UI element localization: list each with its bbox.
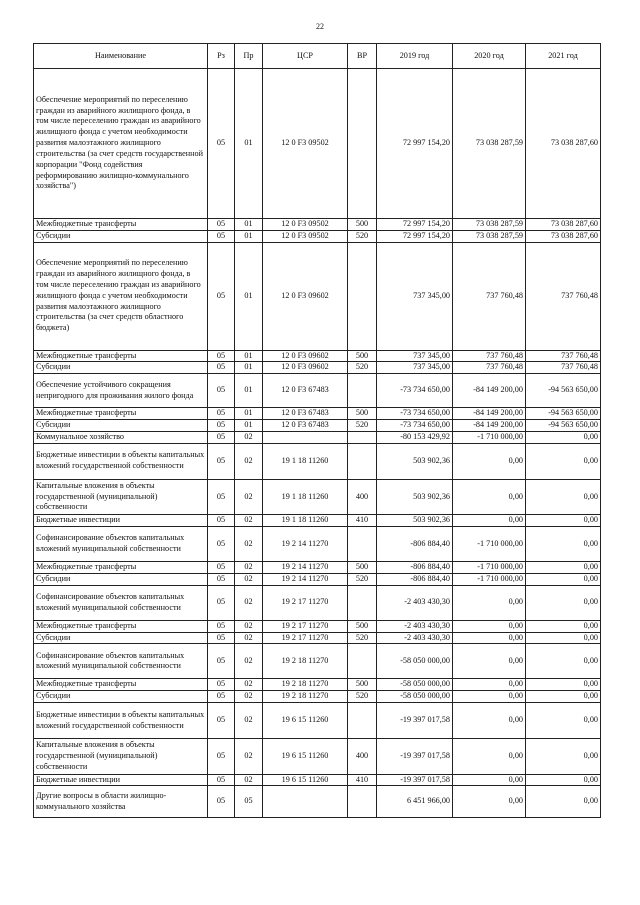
row-value-2020: -84 149 200,00: [453, 374, 526, 408]
row-rz: 05: [208, 679, 235, 691]
row-value-2019: -73 734 650,00: [377, 374, 453, 408]
row-value-2020: 737 760,48: [453, 350, 526, 362]
row-value-2020: 737 760,48: [453, 242, 526, 350]
row-csr: 12 0 F3 09602: [263, 350, 348, 362]
row-pr: 02: [235, 431, 263, 443]
row-name: Межбюджетные трансферты: [34, 408, 208, 420]
row-value-2021: 0,00: [526, 703, 601, 739]
table-row: [34, 420, 601, 432]
row-pr: 02: [235, 479, 263, 514]
row-rz: 05: [208, 620, 235, 632]
column-header-name: Наименование: [34, 44, 208, 69]
row-vr: [348, 527, 377, 562]
table-body: [34, 69, 601, 818]
row-csr: 12 0 F3 67483: [263, 420, 348, 432]
row-csr: 19 1 18 11260: [263, 443, 348, 479]
row-name: Субсидии: [34, 691, 208, 703]
table-row: [34, 786, 601, 818]
row-vr: 500: [348, 408, 377, 420]
column-header-2021: 2021 год: [526, 44, 601, 69]
table-row: [34, 562, 601, 574]
row-vr: 520: [348, 230, 377, 242]
row-value-2020: 0,00: [453, 644, 526, 679]
row-value-2019: -73 734 650,00: [377, 408, 453, 420]
row-vr: 520: [348, 362, 377, 374]
row-value-2021: 0,00: [526, 620, 601, 632]
table-row: [34, 350, 601, 362]
row-value-2020: 0,00: [453, 739, 526, 774]
row-vr: 410: [348, 774, 377, 786]
row-csr: 12 0 F3 09502: [263, 69, 348, 219]
table-row: [34, 431, 601, 443]
column-header-vr: ВР: [348, 44, 377, 69]
table-row: [34, 219, 601, 231]
row-name: Софинансирование объектов капитальных вложений муниципальной собственности: [34, 527, 208, 562]
row-value-2020: -1 710 000,00: [453, 562, 526, 574]
table-row: [34, 515, 601, 527]
row-rz: 05: [208, 644, 235, 679]
row-rz: 05: [208, 739, 235, 774]
row-value-2021: 73 038 287,60: [526, 219, 601, 231]
row-value-2021: 737 760,48: [526, 242, 601, 350]
row-value-2020: 0,00: [453, 703, 526, 739]
table-row: [34, 479, 601, 514]
row-pr: 05: [235, 786, 263, 818]
row-name: Обеспечение мероприятий по переселению граждан из аварийного жилищного фонда, в том числе переселению граждан из аварийного жилищного фонда с учетом необходимости развития малоэтажного жилищного строительства (за счет средств областного бюджета): [34, 242, 208, 350]
row-rz: 05: [208, 632, 235, 644]
row-value-2021: 737 760,48: [526, 362, 601, 374]
row-value-2019: -19 397 017,58: [377, 739, 453, 774]
row-vr: [348, 703, 377, 739]
row-value-2020: -1 710 000,00: [453, 431, 526, 443]
row-pr: 01: [235, 362, 263, 374]
row-rz: 05: [208, 691, 235, 703]
row-value-2021: 737 760,48: [526, 350, 601, 362]
row-vr: 520: [348, 632, 377, 644]
column-header-pr: Пр: [235, 44, 263, 69]
row-value-2021: 0,00: [526, 479, 601, 514]
row-value-2021: 0,00: [526, 786, 601, 818]
row-name: Субсидии: [34, 230, 208, 242]
row-value-2021: 0,00: [526, 573, 601, 585]
row-csr: 19 2 17 11270: [263, 585, 348, 620]
row-name: Софинансирование объектов капитальных вложений муниципальной собственности: [34, 585, 208, 620]
page-number: 22: [316, 22, 324, 31]
row-pr: 02: [235, 691, 263, 703]
row-value-2020: 0,00: [453, 585, 526, 620]
row-rz: 05: [208, 562, 235, 574]
row-csr: 19 6 15 11260: [263, 774, 348, 786]
row-csr: 12 0 F3 67483: [263, 374, 348, 408]
row-value-2020: -84 149 200,00: [453, 420, 526, 432]
row-value-2019: 503 902,36: [377, 443, 453, 479]
column-header-2019: 2019 год: [377, 44, 453, 69]
row-value-2021: 0,00: [526, 679, 601, 691]
row-value-2020: 73 038 287,59: [453, 69, 526, 219]
table-header-row: [34, 44, 601, 69]
row-value-2019: -2 403 430,30: [377, 585, 453, 620]
row-value-2019: 737 345,00: [377, 350, 453, 362]
row-vr: 520: [348, 691, 377, 703]
row-csr: 19 1 18 11260: [263, 479, 348, 514]
row-vr: 400: [348, 479, 377, 514]
row-value-2020: 737 760,48: [453, 362, 526, 374]
table-row: [34, 739, 601, 774]
row-vr: 410: [348, 515, 377, 527]
row-pr: 01: [235, 242, 263, 350]
row-pr: 01: [235, 230, 263, 242]
row-name: Бюджетные инвестиции в объекты капитальных вложений государственной собственности: [34, 443, 208, 479]
row-pr: 02: [235, 527, 263, 562]
row-value-2020: 0,00: [453, 774, 526, 786]
row-value-2020: 0,00: [453, 443, 526, 479]
row-csr: 19 2 17 11270: [263, 632, 348, 644]
row-pr: 02: [235, 620, 263, 632]
table-row: [34, 703, 601, 739]
table-row: [34, 362, 601, 374]
table-row: [34, 644, 601, 679]
row-rz: 05: [208, 242, 235, 350]
row-vr: [348, 69, 377, 219]
row-value-2021: 73 038 287,60: [526, 69, 601, 219]
row-csr: 19 6 15 11260: [263, 739, 348, 774]
budget-table: [33, 43, 601, 818]
row-value-2019: 737 345,00: [377, 362, 453, 374]
row-value-2021: 0,00: [526, 644, 601, 679]
row-rz: 05: [208, 350, 235, 362]
column-header-2020: 2020 год: [453, 44, 526, 69]
column-header-rz: Рз: [208, 44, 235, 69]
row-name: Капитальные вложения в объекты государственной (муниципальной) собственности: [34, 479, 208, 514]
row-value-2019: -58 050 000,00: [377, 679, 453, 691]
row-value-2021: 0,00: [526, 585, 601, 620]
row-csr: 12 0 F3 09602: [263, 242, 348, 350]
row-rz: 05: [208, 362, 235, 374]
row-name: Бюджетные инвестиции в объекты капитальных вложений государственной собственности: [34, 703, 208, 739]
row-value-2020: 0,00: [453, 479, 526, 514]
row-value-2019: -19 397 017,58: [377, 774, 453, 786]
row-csr: [263, 431, 348, 443]
row-name: Обеспечение устойчивого сокращения непригодного для проживания жилого фонда: [34, 374, 208, 408]
row-name: Субсидии: [34, 362, 208, 374]
row-value-2019: 503 902,36: [377, 515, 453, 527]
row-value-2020: 0,00: [453, 620, 526, 632]
row-name: Бюджетные инвестиции: [34, 774, 208, 786]
table-row: [34, 443, 601, 479]
row-value-2019: -58 050 000,00: [377, 691, 453, 703]
row-vr: 520: [348, 420, 377, 432]
row-pr: 02: [235, 703, 263, 739]
row-value-2019: -58 050 000,00: [377, 644, 453, 679]
row-rz: 05: [208, 479, 235, 514]
row-rz: 05: [208, 774, 235, 786]
row-csr: 19 6 15 11260: [263, 703, 348, 739]
row-value-2021: 0,00: [526, 774, 601, 786]
row-vr: [348, 443, 377, 479]
table-row: [34, 69, 601, 219]
row-pr: 02: [235, 585, 263, 620]
table-row: [34, 632, 601, 644]
row-rz: 05: [208, 515, 235, 527]
row-value-2019: 737 345,00: [377, 242, 453, 350]
row-value-2020: -84 149 200,00: [453, 408, 526, 420]
row-rz: 05: [208, 527, 235, 562]
row-rz: 05: [208, 431, 235, 443]
row-vr: 500: [348, 562, 377, 574]
row-value-2019: -806 884,40: [377, 527, 453, 562]
row-value-2019: -73 734 650,00: [377, 420, 453, 432]
table-row: [34, 573, 601, 585]
row-pr: 02: [235, 739, 263, 774]
row-value-2019: -80 153 429,92: [377, 431, 453, 443]
row-csr: 19 2 14 11270: [263, 573, 348, 585]
row-vr: 520: [348, 573, 377, 585]
row-value-2020: 73 038 287,59: [453, 219, 526, 231]
table-row: [34, 585, 601, 620]
row-value-2021: 73 038 287,60: [526, 230, 601, 242]
row-name: Субсидии: [34, 420, 208, 432]
row-pr: 02: [235, 443, 263, 479]
row-value-2021: -94 563 650,00: [526, 420, 601, 432]
row-value-2021: 0,00: [526, 562, 601, 574]
row-vr: [348, 644, 377, 679]
row-csr: 12 0 F3 67483: [263, 408, 348, 420]
row-vr: [348, 374, 377, 408]
row-vr: 500: [348, 620, 377, 632]
table-row: [34, 408, 601, 420]
row-value-2021: 0,00: [526, 443, 601, 479]
row-vr: 400: [348, 739, 377, 774]
row-csr: [263, 786, 348, 818]
row-csr: 19 2 14 11270: [263, 527, 348, 562]
row-value-2019: -2 403 430,30: [377, 632, 453, 644]
row-csr: 19 2 14 11270: [263, 562, 348, 574]
table-row: [34, 774, 601, 786]
row-pr: 02: [235, 562, 263, 574]
row-rz: 05: [208, 69, 235, 219]
row-value-2020: 0,00: [453, 679, 526, 691]
row-value-2021: -94 563 650,00: [526, 374, 601, 408]
row-pr: 01: [235, 219, 263, 231]
row-vr: 500: [348, 679, 377, 691]
row-rz: 05: [208, 443, 235, 479]
row-value-2020: -1 710 000,00: [453, 573, 526, 585]
row-value-2020: -1 710 000,00: [453, 527, 526, 562]
row-pr: 01: [235, 408, 263, 420]
row-csr: 12 0 F3 09502: [263, 219, 348, 231]
row-name: Другие вопросы в области жилищно-коммунального хозяйства: [34, 786, 208, 818]
row-value-2021: 0,00: [526, 527, 601, 562]
row-value-2019: -2 403 430,30: [377, 620, 453, 632]
row-name: Межбюджетные трансферты: [34, 219, 208, 231]
row-rz: 05: [208, 374, 235, 408]
row-value-2019: 72 997 154,20: [377, 69, 453, 219]
row-csr: 12 0 F3 09502: [263, 230, 348, 242]
row-pr: 02: [235, 774, 263, 786]
row-name: Коммунальное хозяйство: [34, 431, 208, 443]
row-value-2020: 0,00: [453, 515, 526, 527]
row-name: Бюджетные инвестиции: [34, 515, 208, 527]
row-name: Капитальные вложения в объекты государственной (муниципальной) собственности: [34, 739, 208, 774]
row-vr: [348, 585, 377, 620]
row-vr: 500: [348, 350, 377, 362]
table-row: [34, 679, 601, 691]
row-pr: 01: [235, 374, 263, 408]
row-value-2021: 0,00: [526, 632, 601, 644]
row-name: Обеспечение мероприятий по переселению граждан из аварийного жилищного фонда, в том числе переселению граждан из аварийного жилищного фонда с учетом необходимости развития малоэтажного жилищного строительства (за счет средств государственной корпорации "Фонд содействия реформированию жилищно-коммунального хозяйства"): [34, 69, 208, 219]
table-row: [34, 620, 601, 632]
row-value-2020: 0,00: [453, 632, 526, 644]
row-rz: 05: [208, 585, 235, 620]
row-value-2019: -806 884,40: [377, 562, 453, 574]
row-name: Межбюджетные трансферты: [34, 562, 208, 574]
row-vr: [348, 786, 377, 818]
row-csr: 19 2 18 11270: [263, 679, 348, 691]
row-pr: 02: [235, 644, 263, 679]
row-name: Межбюджетные трансферты: [34, 350, 208, 362]
row-value-2021: -94 563 650,00: [526, 408, 601, 420]
table-row: [34, 527, 601, 562]
row-vr: 500: [348, 219, 377, 231]
row-pr: 02: [235, 679, 263, 691]
row-pr: 02: [235, 632, 263, 644]
row-value-2020: 0,00: [453, 691, 526, 703]
row-rz: 05: [208, 786, 235, 818]
row-value-2021: 0,00: [526, 515, 601, 527]
row-name: Софинансирование объектов капитальных вложений муниципальной собственности: [34, 644, 208, 679]
row-pr: 01: [235, 350, 263, 362]
row-csr: 19 2 18 11270: [263, 691, 348, 703]
row-rz: 05: [208, 703, 235, 739]
row-value-2019: 72 997 154,20: [377, 219, 453, 231]
table-row: [34, 691, 601, 703]
row-rz: 05: [208, 230, 235, 242]
row-csr: 19 1 18 11260: [263, 515, 348, 527]
row-value-2019: -19 397 017,58: [377, 703, 453, 739]
row-csr: 19 2 18 11270: [263, 644, 348, 679]
row-csr: 19 2 17 11270: [263, 620, 348, 632]
row-rz: 05: [208, 573, 235, 585]
column-header-csr: ЦСР: [263, 44, 348, 69]
row-value-2019: 6 451 966,00: [377, 786, 453, 818]
row-name: Межбюджетные трансферты: [34, 679, 208, 691]
row-value-2020: 73 038 287,59: [453, 230, 526, 242]
row-pr: 01: [235, 69, 263, 219]
row-value-2019: 503 902,36: [377, 479, 453, 514]
row-rz: 05: [208, 420, 235, 432]
row-value-2020: 0,00: [453, 786, 526, 818]
row-value-2019: -806 884,40: [377, 573, 453, 585]
row-value-2021: 0,00: [526, 739, 601, 774]
row-csr: 12 0 F3 09602: [263, 362, 348, 374]
table-row: [34, 374, 601, 408]
row-value-2019: 72 997 154,20: [377, 230, 453, 242]
row-vr: [348, 431, 377, 443]
row-rz: 05: [208, 219, 235, 231]
table-row: [34, 242, 601, 350]
row-pr: 02: [235, 573, 263, 585]
row-rz: 05: [208, 408, 235, 420]
row-value-2021: 0,00: [526, 431, 601, 443]
row-name: Субсидии: [34, 573, 208, 585]
row-name: Межбюджетные трансферты: [34, 620, 208, 632]
table-row: [34, 230, 601, 242]
row-vr: [348, 242, 377, 350]
row-value-2021: 0,00: [526, 691, 601, 703]
row-name: Субсидии: [34, 632, 208, 644]
row-pr: 02: [235, 515, 263, 527]
row-pr: 01: [235, 420, 263, 432]
